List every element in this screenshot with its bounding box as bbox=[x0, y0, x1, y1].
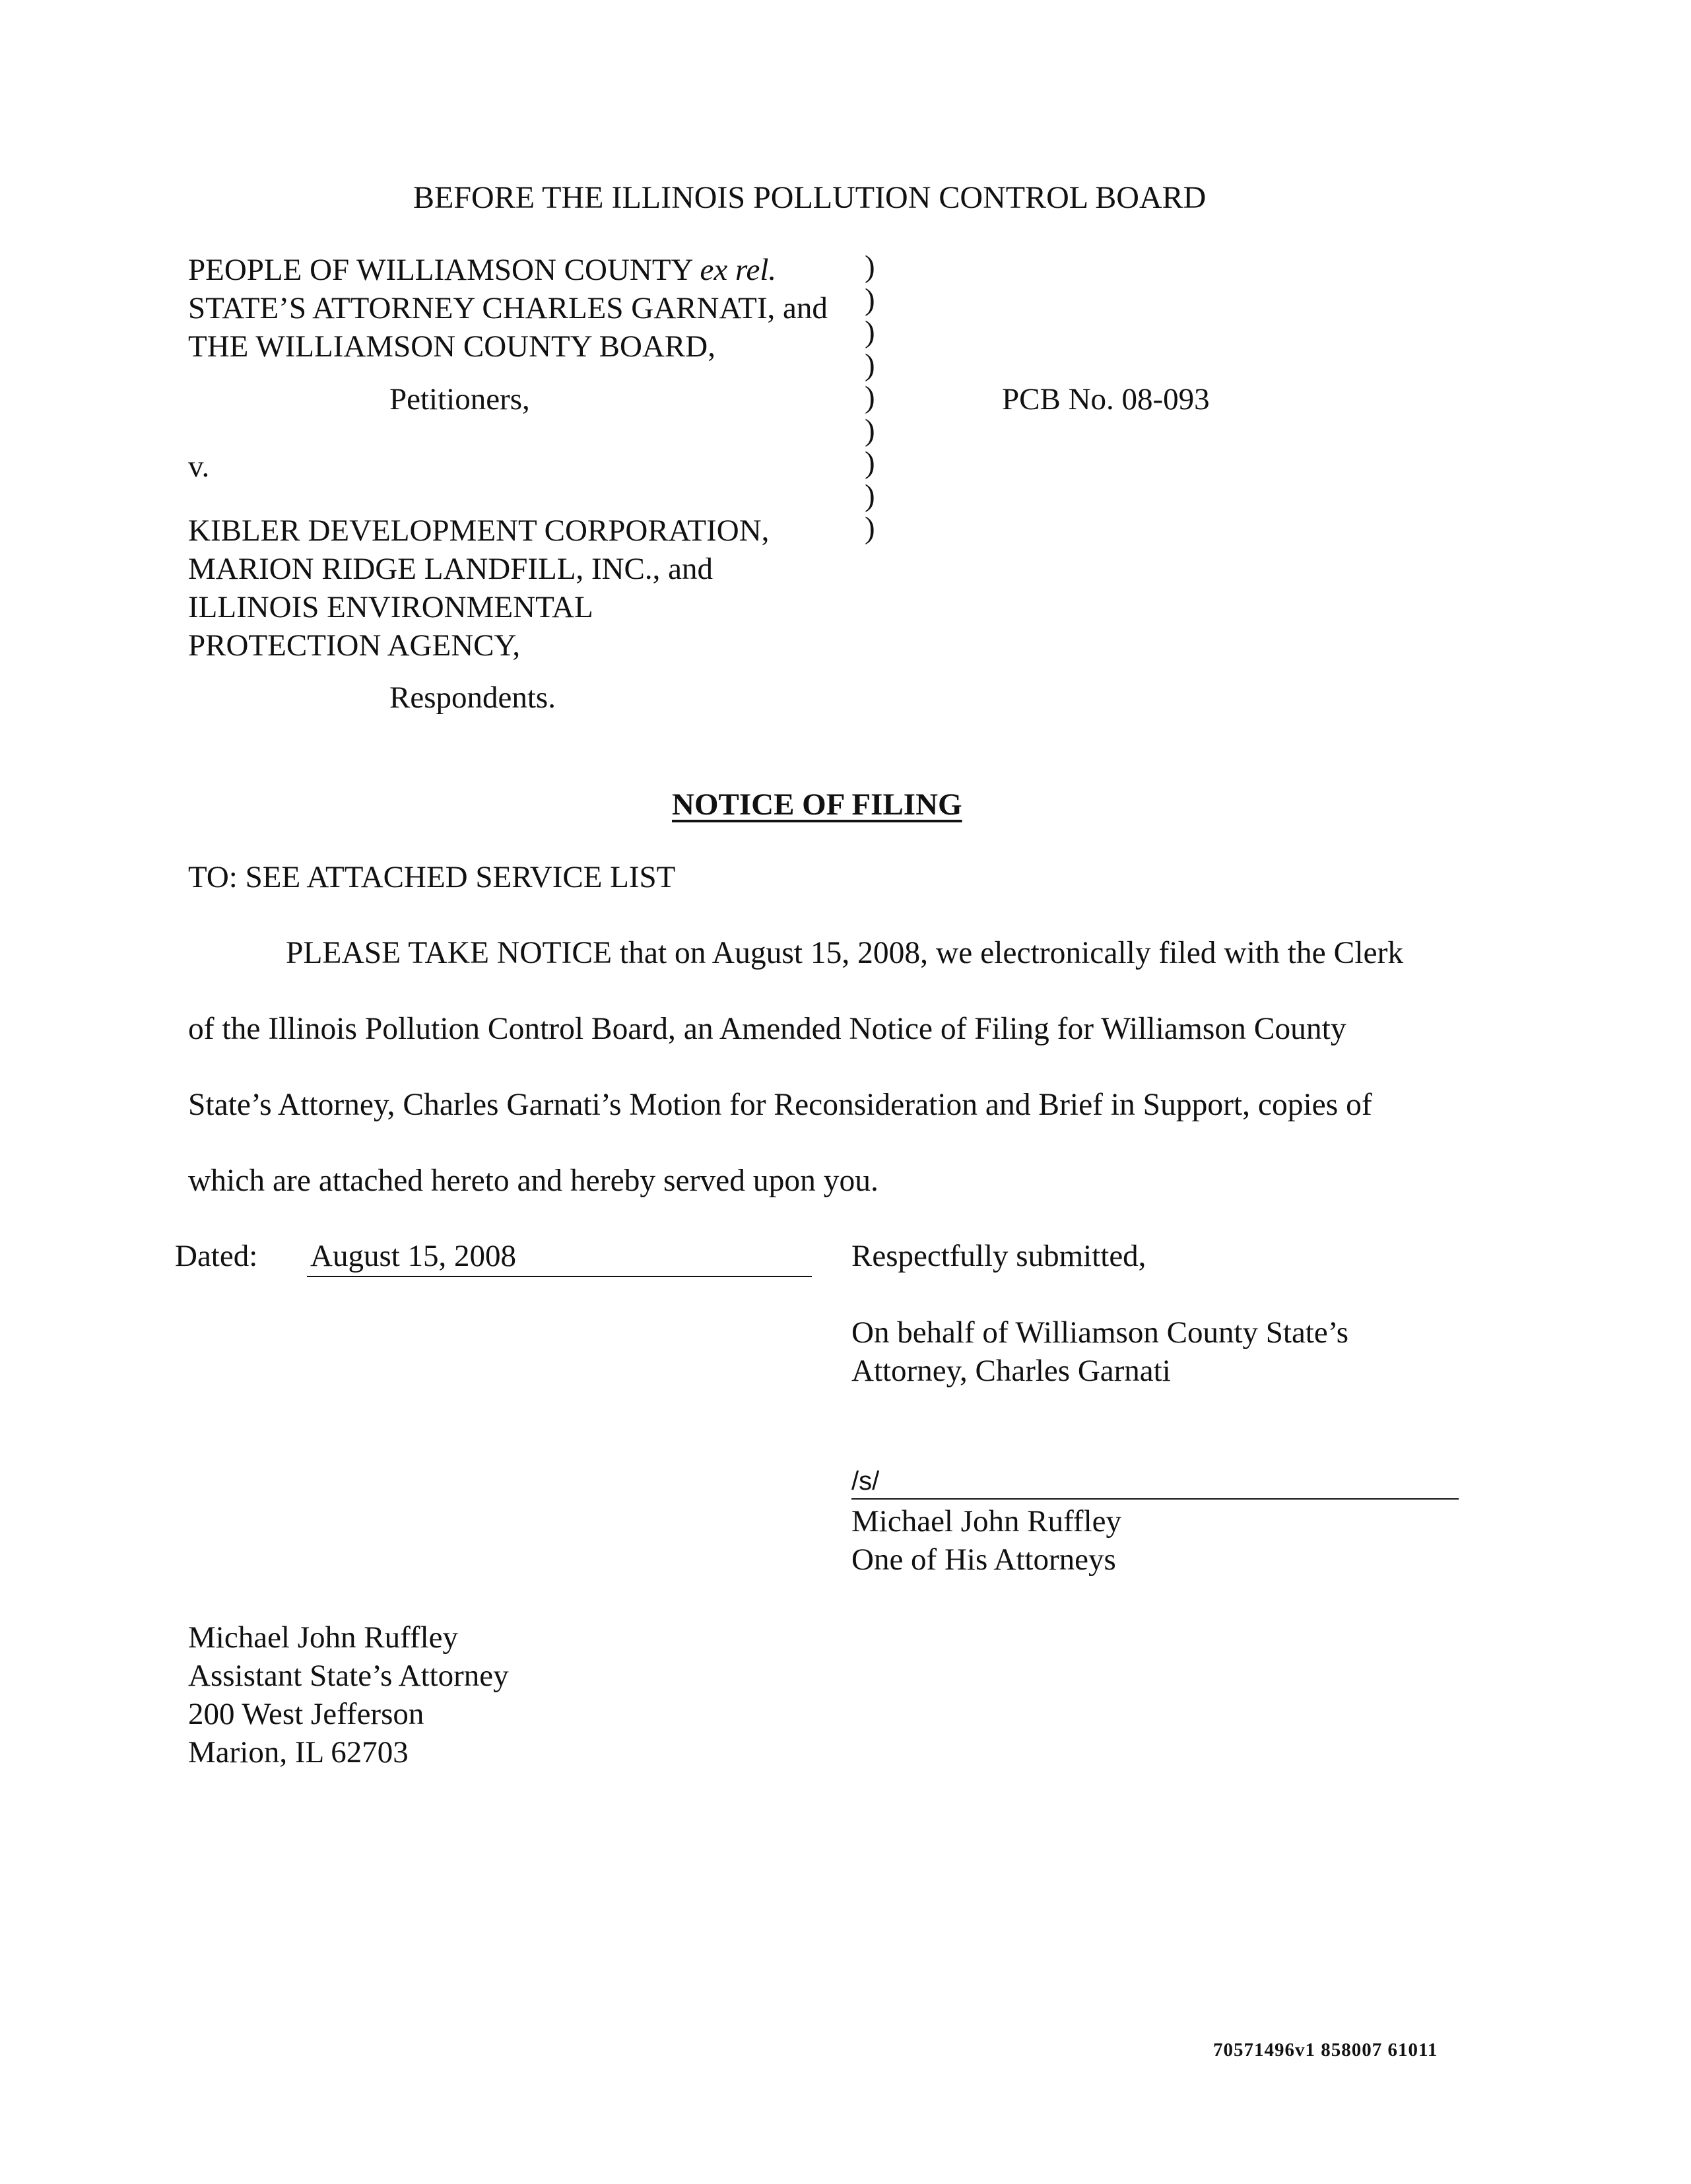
caption-paren: ) bbox=[865, 315, 875, 349]
versus-label: v. bbox=[188, 449, 210, 484]
signer-line: Michael John Ruffley bbox=[851, 1504, 1122, 1539]
on-behalf-line: On behalf of Williamson County State’s bbox=[851, 1315, 1349, 1350]
petitioners-block bbox=[188, 251, 828, 366]
on-behalf-line: Attorney, Charles Garnati bbox=[851, 1354, 1171, 1388]
document-footer-id: 70571496v1 858007 61011 bbox=[1213, 2039, 1438, 2061]
address-line: Assistant State’s Attorney bbox=[188, 1659, 509, 1693]
caption-paren: ) bbox=[865, 413, 875, 447]
petitioners-label: Petitioners, bbox=[389, 382, 530, 416]
on-behalf-block bbox=[851, 1313, 1348, 1390]
dated-underline bbox=[307, 1276, 812, 1277]
signer-line: One of His Attorneys bbox=[851, 1542, 1116, 1577]
address-line: Michael John Ruffley bbox=[188, 1620, 459, 1655]
signature-line bbox=[851, 1498, 1459, 1500]
attorney-address bbox=[188, 1618, 509, 1771]
address-line: 200 West Jefferson bbox=[188, 1697, 424, 1731]
caption-paren: ) bbox=[865, 446, 875, 480]
caption-paren: ) bbox=[865, 511, 875, 545]
petitioners-line: PEOPLE OF WILLIAMSON COUNTY ex rel. bbox=[188, 253, 777, 287]
body-line: State’s Attorney, Charles Garnati’s Motion for Reconsideration and Brief in Support, copies of bbox=[188, 1088, 1372, 1122]
dated-value: August 15, 2008 bbox=[310, 1239, 517, 1273]
respondents-line: PROTECTION AGENCY, bbox=[188, 628, 521, 663]
body-line: of the Illinois Pollution Control Board, an Amended Notice of Filing for Williamson County bbox=[188, 1012, 1346, 1046]
closing-text: Respectfully submitted, bbox=[851, 1239, 1146, 1273]
caption-paren: ) bbox=[865, 347, 875, 382]
respondents-label: Respondents. bbox=[389, 680, 556, 715]
caption-paren-column bbox=[865, 251, 875, 545]
body-line: which are attached hereto and hereby served upon you. bbox=[188, 1164, 879, 1198]
court-header: BEFORE THE ILLINOIS POLLUTION CONTROL BOARD bbox=[413, 180, 1207, 215]
caption-paren: ) bbox=[865, 380, 875, 414]
respondents-line: KIBLER DEVELOPMENT CORPORATION, bbox=[188, 513, 770, 548]
petitioners-line: STATE’S ATTORNEY CHARLES GARNATI, and bbox=[188, 291, 828, 325]
caption-paren: ) bbox=[865, 478, 875, 513]
address-line: Marion, IL 62703 bbox=[188, 1735, 409, 1770]
caption-paren: ) bbox=[865, 282, 875, 317]
notice-body bbox=[188, 915, 1482, 1219]
petitioners-line: THE WILLIAMSON COUNTY BOARD, bbox=[188, 329, 715, 364]
respondents-line: ILLINOIS ENVIRONMENTAL bbox=[188, 590, 593, 624]
case-number: PCB No. 08-093 bbox=[1002, 382, 1210, 416]
document-title: NOTICE OF FILING bbox=[672, 787, 962, 822]
signer-block bbox=[851, 1502, 1121, 1579]
dated-label: Dated: bbox=[175, 1239, 258, 1273]
caption-paren: ) bbox=[865, 249, 875, 284]
to-line: TO: SEE ATTACHED SERVICE LIST bbox=[188, 860, 676, 894]
respondents-line: MARION RIDGE LANDFILL, INC., and bbox=[188, 552, 713, 586]
respondents-block bbox=[188, 512, 769, 665]
signature-mark: /s/ bbox=[851, 1467, 880, 1496]
body-line: PLEASE TAKE NOTICE that on August 15, 2008, we electronically filed with the Clerk bbox=[286, 936, 1404, 970]
